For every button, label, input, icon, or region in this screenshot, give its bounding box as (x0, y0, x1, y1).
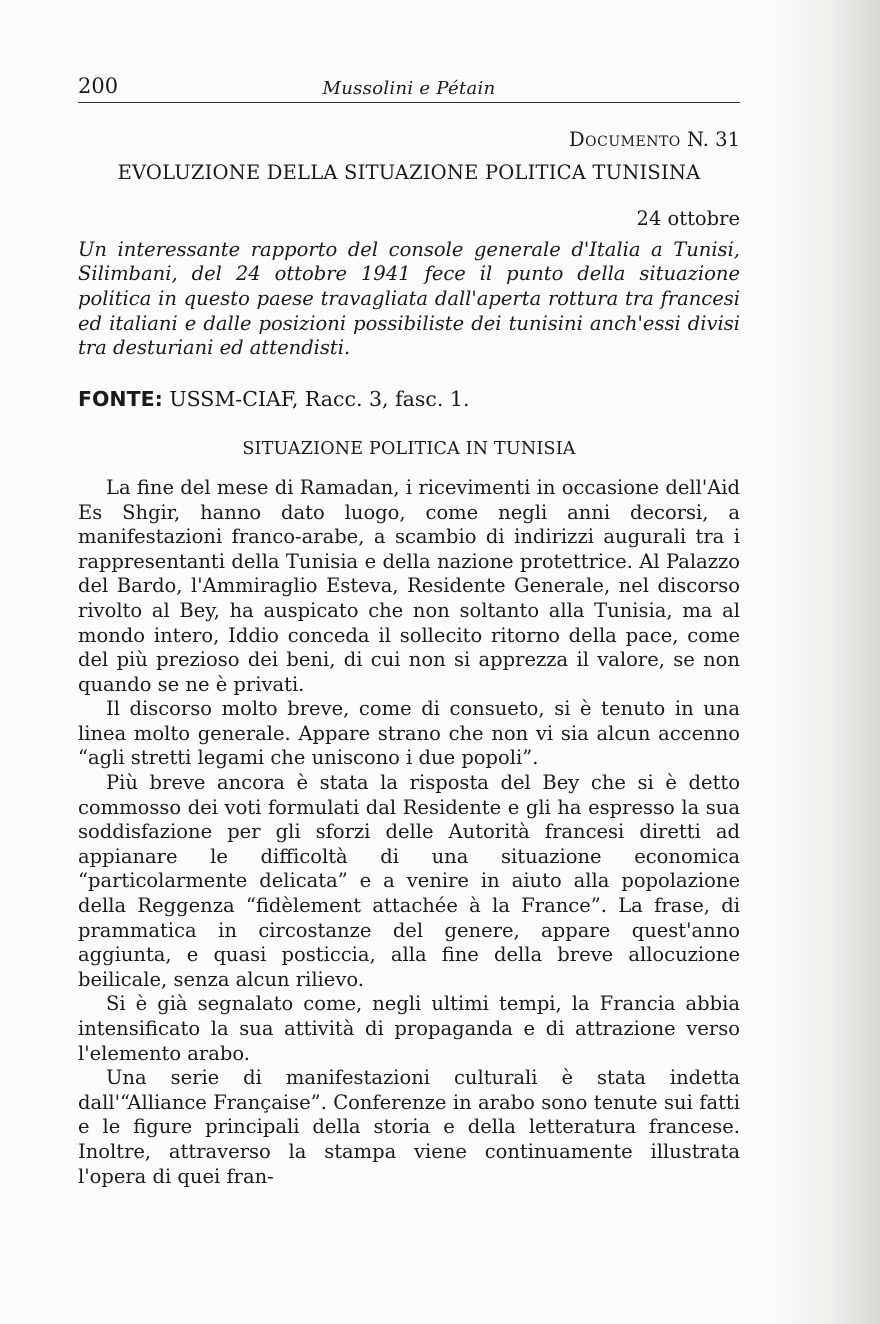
document-number (78, 128, 740, 153)
document-source (78, 387, 740, 412)
paragraph: Più breve ancora è stata la risposta del Bey che si è detto commosso dei voti formulati dal Residente e gli ha espresso la sua soddisfazione per gli sforzi delle Autorità francesi diretti ad appianare le difficoltà di una situazione economica “particolarmente delicata” e a venire in aiuto alla popolazione della Reggenza “fidèlement attachée à la France”. La frase, di prammatica in circostanze del genere, appare quest'anno aggiunta, e quasi posticcia, alla fine della breve allocuzione beilicale, senza alcun rilievo. (78, 771, 740, 991)
running-head (78, 72, 740, 103)
page-content (78, 128, 740, 1189)
document-date: 24 ottobre (636, 207, 740, 231)
paragraph: Il discorso molto breve, come di consueto, si è tenuto in una linea molto generale. Appare strano che non vi sia alcun accenno “agli stretti legami che uniscono i due popoli”. (78, 697, 740, 770)
document-summary: Un interessante rapporto del console generale d'Italia a Tunisi, Silimbani, del 24 ottobre 1941 fece il punto della situazione politica in questo paese travagliata dall'aperta rottura tra francesi ed italiani e dalle posizioni possibiliste dei tunisini anch'essi divisi tra desturiani ed attendisti. (78, 237, 740, 360)
document-number-value: N. 31 (686, 128, 740, 151)
running-title: Mussolini e Pétain (322, 78, 496, 99)
page-number: 200 (78, 74, 119, 98)
paragraph: La fine del mese di Ramadan, i ricevimenti in occasione dell'Aid Es Shgir, hanno dato luogo, come negli anni decorsi, a manifestazioni franco-arabe, a scambio di indirizzi augurali tra i rappresentanti della Tunisia e della nazione protettrice. Al Palazzo del Bardo, l'Ammiraglio Esteva, Residente Generale, nel discorso rivolto al Bey, ha auspicato che non soltanto alla Tunisia, ma al mondo intero, Iddio conceda il sollecito ritorno della pace, come del più prezioso dei beni, di cui non si apprezza il valore, se non quando se ne è privati. (78, 475, 740, 696)
body-text (78, 476, 740, 1189)
document-label: Documento (569, 128, 681, 151)
paragraph: Si è già segnalato come, negli ultimi tempi, la Francia abbia intensificato la sua attività di propaganda e di attrazione verso l'elemento arabo. (78, 992, 740, 1065)
source-text: USSM-CIAF, Racc. 3, fasc. 1. (169, 386, 470, 411)
document-title: EVOLUZIONE DELLA SITUAZIONE POLITICA TUNISINA (117, 160, 701, 184)
source-label: FONTE: (78, 386, 163, 411)
section-title: SITUAZIONE POLITICA IN TUNISIA (242, 439, 576, 460)
paragraph: Una serie di manifestazioni culturali è stata indetta dall'“Alliance Française”. Conferenze in arabo sono tenute sui fatti e le figure principali della storia e della letteratura francese. Inoltre, attraverso la stampa viene continuamente illustrata l'opera di quei fran- (78, 1066, 740, 1188)
